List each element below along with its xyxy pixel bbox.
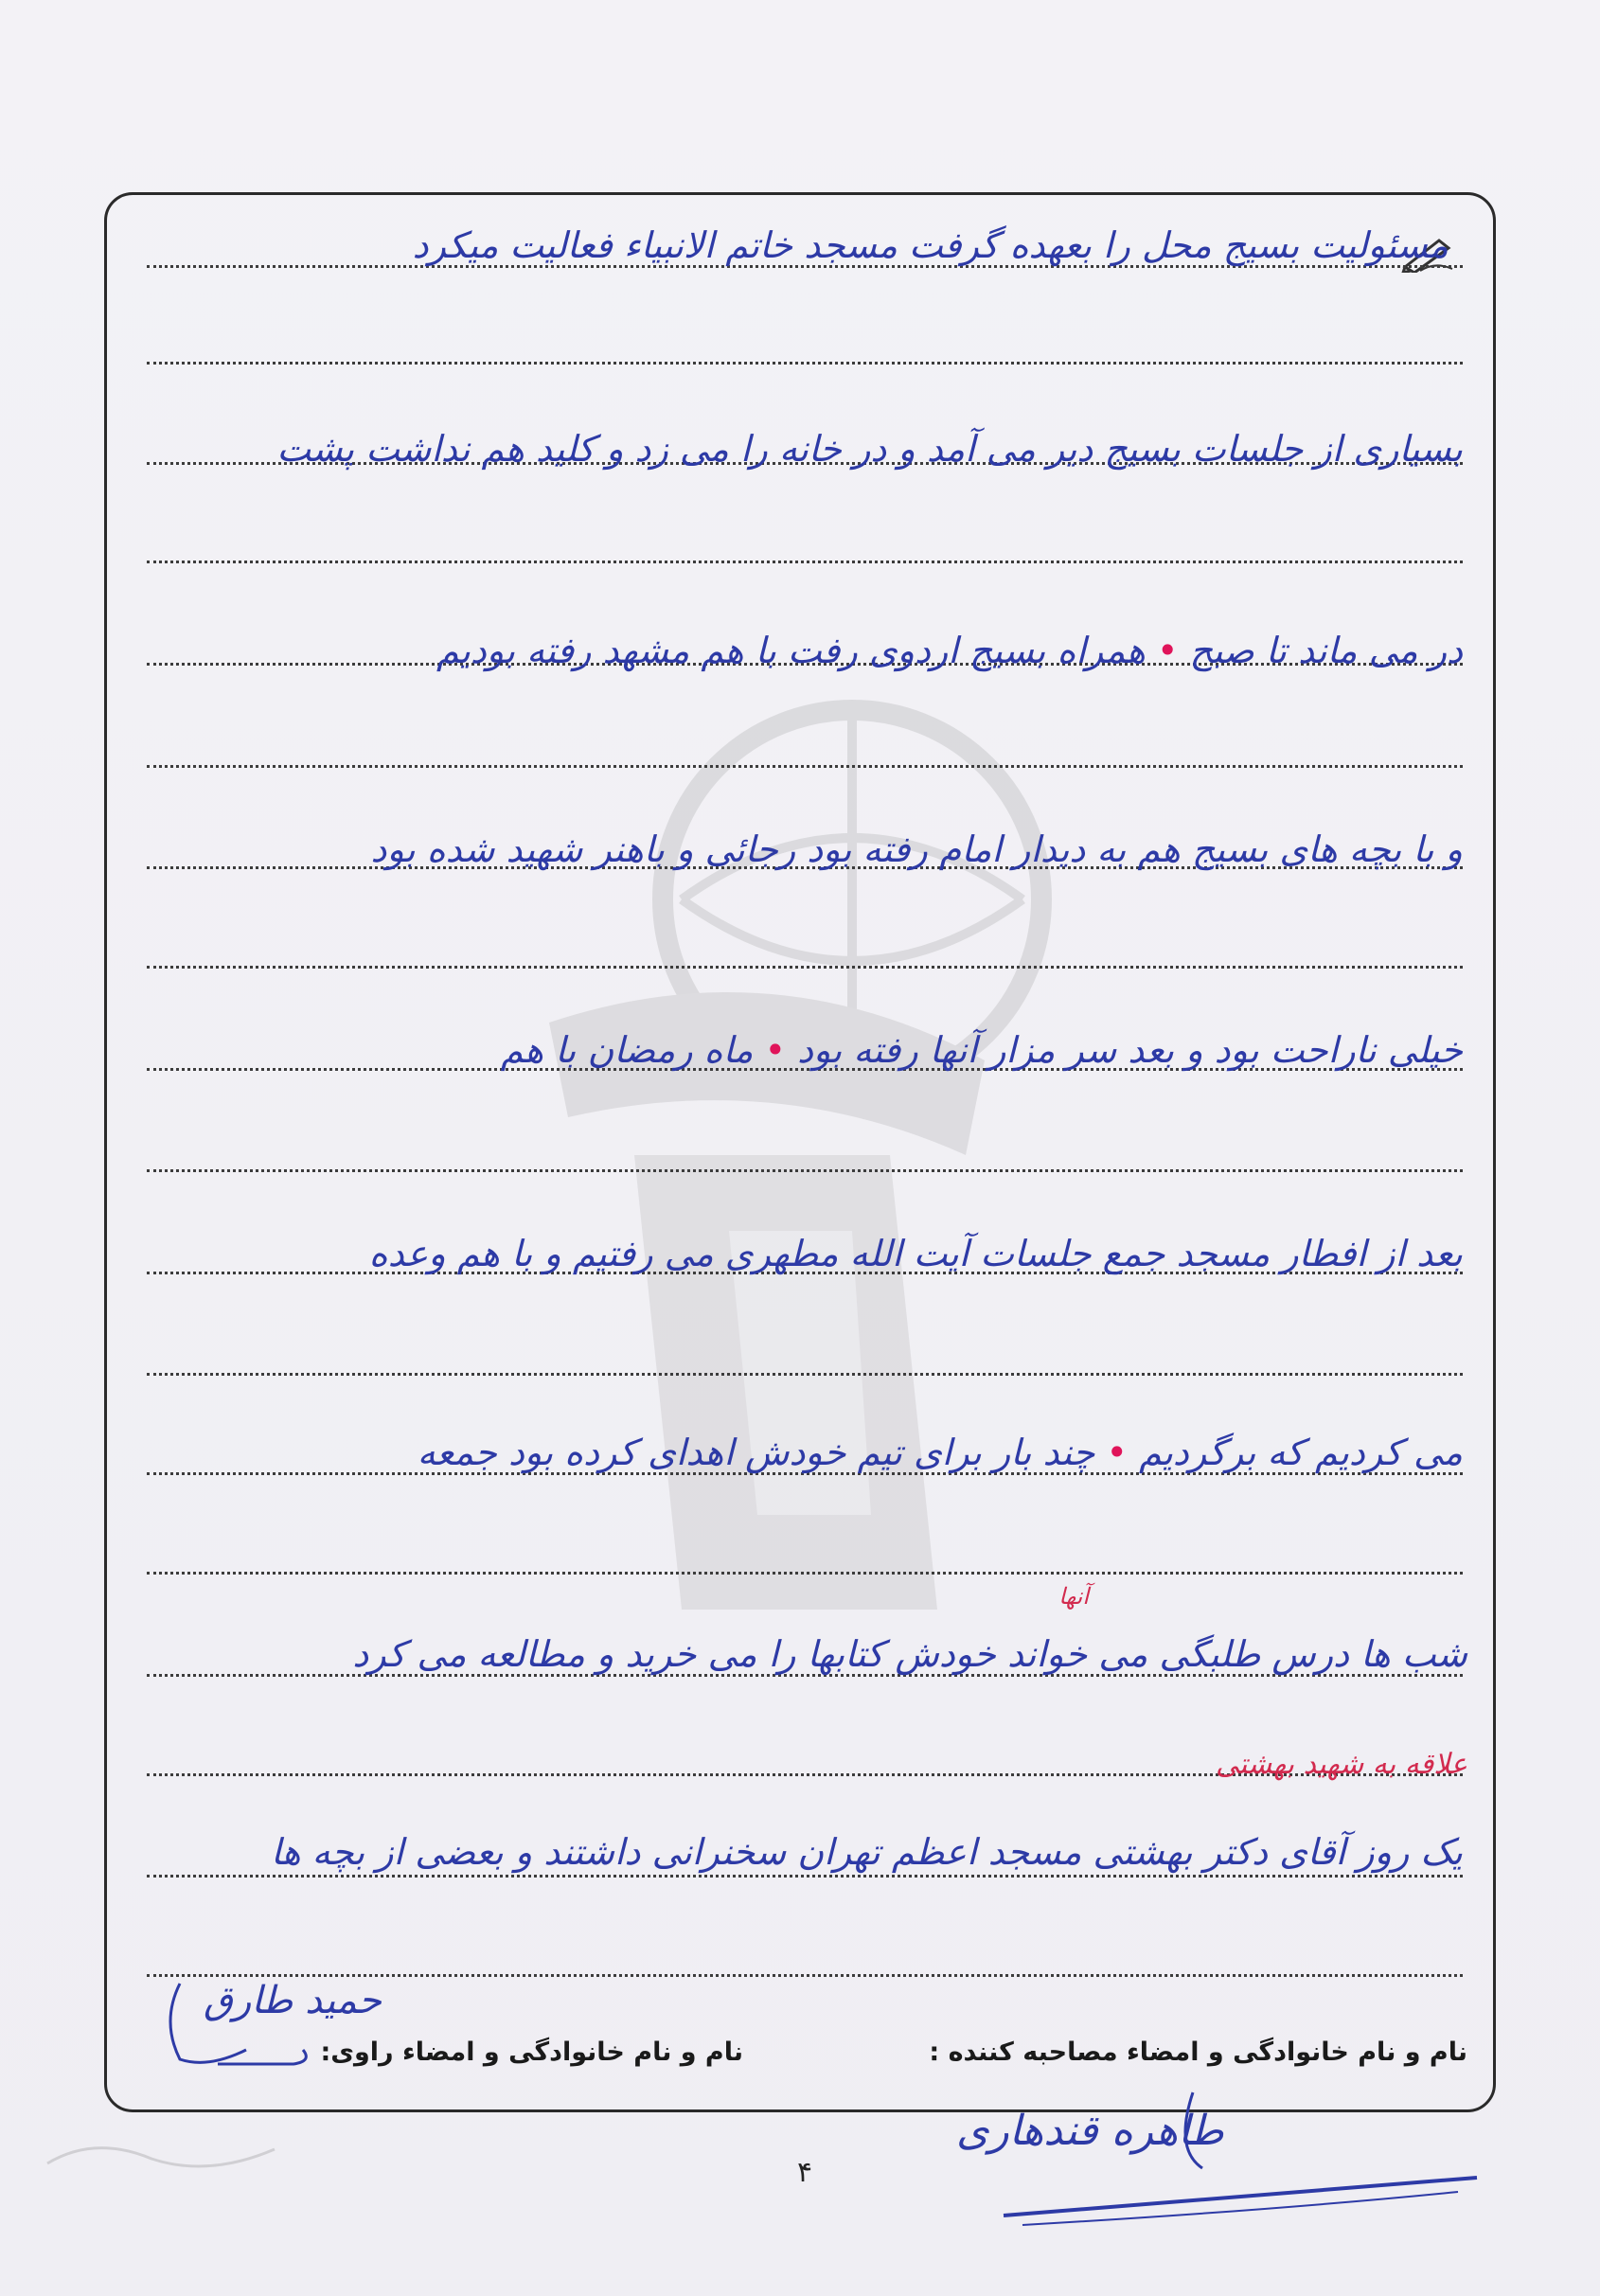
writing-line [147, 1875, 1463, 1878]
writing-line [147, 1974, 1463, 1977]
handwritten-segment: خیلی ناراحت بود و بعد سر مزار آنها رفته بود [797, 1029, 1463, 1071]
handwritten-line-6: بعد از افطار مسجد جمع جلسات آیت الله مطهری می رفتیم و با هم وعده [368, 1233, 1463, 1274]
writing-line [147, 1373, 1463, 1376]
writing-line [147, 561, 1463, 563]
writing-line [147, 966, 1463, 969]
handwritten-line-2: بسیاری از جلسات بسیج دیر می آمد و در خانه را می زد و کلید هم نداشت پشت [276, 428, 1463, 470]
handwritten-segment: در می ماند تا صبح [1189, 630, 1463, 671]
red-dot: • [764, 1029, 787, 1071]
page-number: ۴ [796, 2156, 813, 2189]
handwritten-line-3 [137, 630, 1463, 671]
red-topic-note: علاقه به شهید بهشتی [1215, 1748, 1467, 1781]
handwritten-line-4: و با بچه های بسیج هم به دیدار امام رفته بود رجائی و باهنر شهید شده بود [370, 828, 1463, 870]
handwritten-segment: ماه رمضان با هم [500, 1029, 754, 1071]
handwritten-segment: چند بار برای تیم خودش اهدای کرده بود جمعه [417, 1432, 1095, 1473]
writing-line [147, 1169, 1463, 1172]
handwritten-line-8: شب ها درس طلبگی می خواند خودش کتابها را می خرید و مطالعه می کرد [352, 1633, 1467, 1675]
handwritten-segment: می کردیم که برگردیم [1139, 1432, 1463, 1473]
narrator-signature-scribble [151, 1974, 322, 2078]
writing-line [147, 1572, 1463, 1575]
handwritten-segment: همراه بسیج اردوی رفت با هم مشهد رفته بودیم [436, 630, 1146, 671]
red-dot: • [1156, 630, 1179, 671]
outside-signature: طاهره قندهاری [956, 2107, 1224, 2155]
red-dot: • [1106, 1432, 1128, 1473]
handwritten-line-7 [137, 1432, 1463, 1473]
red-insert-note: آنها [1058, 1583, 1089, 1610]
outside-signature-stroke [985, 2083, 1496, 2234]
narrator-signature: حمید طارق [204, 1979, 382, 2022]
faint-stamp-mark [38, 2126, 284, 2182]
writing-line [147, 765, 1463, 768]
handwritten-line-5 [137, 1029, 1463, 1071]
writing-line [147, 362, 1463, 365]
interviewer-signature-label: نام و نام خانوادگی و امضاء مصاحبه کننده : [929, 2038, 1467, 2067]
narrator-signature-label: نام و نام خانوادگی و امضاء راوی: [320, 2038, 743, 2067]
form-frame [104, 192, 1496, 2112]
handwritten-line-9: یک روز آقای دکتر بهشتی مسجد اعظم تهران سخنرانی داشتند و بعضی از بچه ها [270, 1831, 1463, 1873]
handwritten-line-1: مسئولیت بسیج محل را بعهده گرفت مسجد خاتم الانبیاء فعالیت میکرد [412, 224, 1449, 266]
